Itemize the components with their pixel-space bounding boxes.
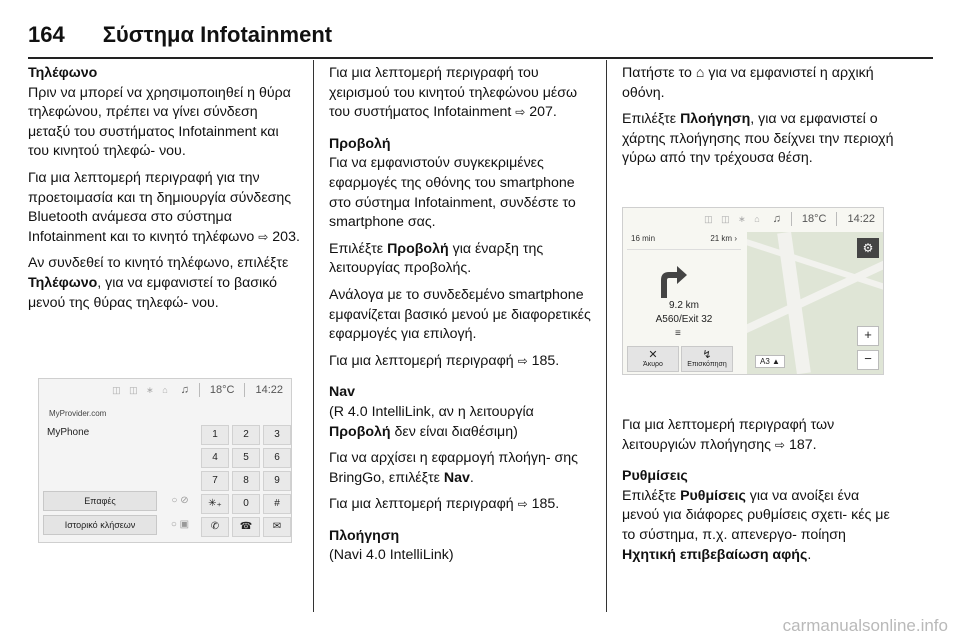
column-2: [329, 64, 599, 573]
cancel-route-button[interactable]: ✕ Άκυρο: [627, 346, 679, 372]
status-bar: [623, 208, 883, 230]
paragraph: Ανάλογα με το συνδεδεμένο smartphone εμφανίζεται βασικό μενού με διαφορετικές εφαρμογές για επιλογή.: [329, 286, 591, 343]
call-history-button[interactable]: Ιστορικό κλήσεων: [43, 515, 157, 535]
next-exit: A560/Exit 32: [655, 314, 713, 325]
paragraph: Επιλέξτε Πλοήγηση, για να εμφανιστεί ο χάρτης πλοήγησης που δείχνει την περιοχή γύρω από την τρέχουσα θέση.: [622, 111, 894, 167]
paragraph: Για μια λεπτομερή περιγραφή του χειρισμού του κινητού τηλεφώνου μέσω του συστήματος Infotainment ⇨ 207.: [329, 65, 578, 121]
paragraph: Πατήστε το ⌂ για να εμφανιστεί η αρχική οθόνη.: [622, 65, 874, 101]
list-icon[interactable]: ≡: [675, 328, 681, 339]
mute-mic-icon[interactable]: ○ ⊘: [171, 495, 189, 506]
key-8[interactable]: 8: [232, 471, 260, 491]
page-title: Σύστημα Infotainment: [102, 22, 333, 47]
header-rule: [28, 57, 933, 59]
page-number: 164: [28, 22, 65, 47]
status-icons: ◫ ◫ ∗ ⌂: [112, 384, 171, 395]
settings-gear-icon[interactable]: ⚙: [857, 238, 879, 258]
dial-keypad: [201, 425, 291, 537]
ref-arrow-icon: ⇨: [517, 353, 528, 368]
map-road: [747, 259, 883, 334]
status-icons: ◫ ◫ ∗ ⌂: [704, 213, 763, 224]
music-icon: ♫: [772, 213, 781, 225]
route-icon: ↯: [702, 349, 712, 361]
clock: 14:22: [847, 213, 875, 225]
current-road: A3 ▲: [755, 355, 785, 368]
position-arrow-icon: ▲: [772, 357, 780, 366]
hangup-icon[interactable]: ☎: [232, 517, 260, 537]
overview-button[interactable]: ↯ Επισκόπηση: [681, 346, 733, 372]
section-heading-nav: Nav: [329, 384, 356, 401]
temperature: 18°C: [801, 213, 827, 225]
paragraph: Για μια λεπτομερή περιγραφή ⇨ 185.: [329, 496, 560, 513]
music-icon: ♫: [180, 384, 189, 396]
key-1[interactable]: 1: [201, 425, 229, 445]
next-turn-distance: 9.2 km: [668, 300, 699, 311]
paragraph: Επιλέξτε Ρυθμίσεις για να ανοίξει ένα μενού για διάφορες ρυθμίσεις σχετι‐ κές με το σύστημα, π.χ. απενεργο‐ ποίηση Ηχητική επιβεβαίωση αφής.: [622, 487, 890, 563]
column-3: [622, 64, 898, 176]
paragraph: Αν συνδεθεί το κινητό τηλέφωνο, επιλέξτε Τηλέφωνο, για να εμφανιστεί το βασικό μενού της θύρας τηλεφώ‐ νου.: [28, 255, 289, 311]
map-view[interactable]: [747, 232, 883, 374]
paragraph: (Navi 4.0 IntelliLink): [329, 547, 454, 564]
paragraph: Για να εμφανιστούν συγκεκριμένες εφαρμογές της οθόνης του smartphone στο σύστημα Infotainment, συνδέστε το smartphone σας.: [329, 155, 576, 231]
temperature: 18°C: [209, 384, 235, 396]
section-heading-projection: Προβολή: [329, 135, 391, 152]
phone-screen-image: [38, 378, 292, 543]
status-bar: [39, 379, 291, 401]
key-star[interactable]: ✳₊: [201, 494, 229, 514]
page-header: [28, 22, 332, 56]
paragraph: Για μια λεπτομερή περιγραφή των λειτουργιών πλοήγησης ⇨ 187.: [622, 417, 835, 453]
column-divider-2: [606, 60, 607, 612]
paragraph: Επιλέξτε Προβολή για έναρξη της λειτουργίας προβολής.: [329, 240, 544, 277]
column-1: [28, 64, 302, 320]
call-icon[interactable]: ✆: [201, 517, 229, 537]
contacts-button[interactable]: Επαφές: [43, 491, 157, 511]
column-3-lower: [622, 416, 898, 572]
clock: 14:22: [255, 384, 283, 396]
paragraph: Πριν να μπορεί να χρησιμοποιηθεί η θύρα τηλεφώνου, πρέπει να γίνει σύνδεση μεταξύ του συστήματος Infotainment και του κινητού τηλεφώ‐ νου.: [28, 84, 291, 160]
remaining-distance: 21 km ›: [710, 234, 737, 243]
ref-arrow-icon: ⇨: [258, 229, 269, 244]
paragraph: Για μια λεπτομερή περιγραφή για την προετοιμασία και τη δημιουργία σύνδεσης Bluetooth ανάμεσα στο σύστημα Infotainment και το κινητό τηλέφωνο ⇨ 203.: [28, 169, 300, 245]
home-icon: ⌂: [695, 65, 705, 81]
paragraph: Για μια λεπτομερή περιγραφή ⇨ 185.: [329, 352, 560, 369]
section-heading-settings: Ρυθμίσεις: [622, 468, 688, 485]
turn-right-arrow-icon: [651, 258, 691, 298]
key-6[interactable]: 6: [263, 448, 291, 468]
section-heading-phone: Τηλέφωνο: [28, 65, 98, 81]
key-9[interactable]: 9: [263, 471, 291, 491]
key-2[interactable]: 2: [232, 425, 260, 445]
eta: 16 min: [631, 234, 656, 243]
key-7[interactable]: 7: [201, 471, 229, 491]
provider-name: MyProvider.com: [49, 409, 107, 418]
key-5[interactable]: 5: [232, 448, 260, 468]
close-icon: ✕: [648, 349, 658, 361]
key-3[interactable]: 3: [263, 425, 291, 445]
key-4[interactable]: 4: [201, 448, 229, 468]
route-info: [627, 234, 741, 250]
navigation-screen-image: [622, 207, 884, 375]
paragraph: Για να αρχίσει η εφαρμογή πλοήγη‐ σης BringGo, επιλέξτε Nav.: [329, 450, 578, 486]
column-divider-1: [313, 60, 314, 612]
phone-name: MyPhone: [47, 427, 90, 438]
ref-arrow-icon: ⇨: [774, 437, 785, 452]
zoom-in-button[interactable]: +: [857, 326, 879, 346]
ref-arrow-icon: ⇨: [517, 497, 528, 512]
zoom-out-button[interactable]: −: [857, 350, 879, 370]
section-heading-navigation: Πλοήγηση: [329, 527, 400, 544]
key-0[interactable]: 0: [232, 494, 260, 514]
watermark: carmanualsonline.info: [782, 616, 948, 635]
message-icon[interactable]: ✉: [263, 517, 291, 537]
ref-arrow-icon: ⇨: [515, 105, 526, 120]
key-hash[interactable]: #: [263, 494, 291, 514]
handsfree-icon[interactable]: ○ ▣: [170, 519, 190, 530]
paragraph: (R 4.0 IntelliLink, αν η λειτουργία Προβολή δεν είναι διαθέσιμη): [329, 403, 534, 440]
